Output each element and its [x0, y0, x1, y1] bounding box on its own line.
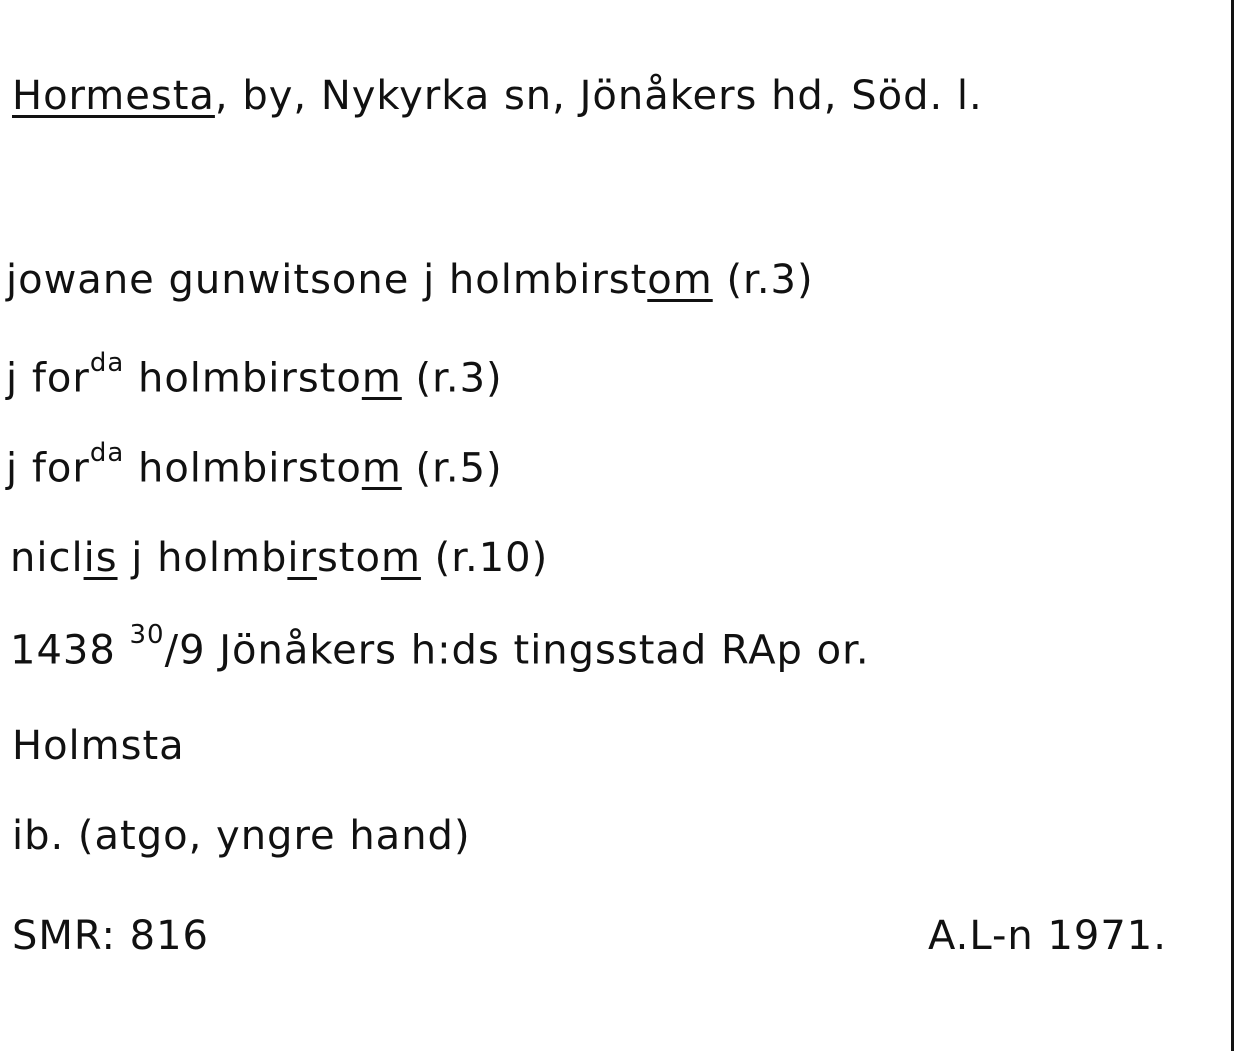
line-4-abbrev-b: ir	[287, 535, 317, 581]
day-superscript: 30	[129, 620, 165, 650]
line-1-text: jowane gunwitsone j holmbirst	[6, 257, 648, 303]
source-line-1	[6, 257, 814, 303]
variant-name: Holmsta	[12, 723, 185, 769]
line-3-text: j for	[6, 445, 90, 492]
source-line-2	[6, 348, 503, 402]
signature: A.L-n 1971.	[928, 913, 1167, 959]
line-1-ref: (r.3)	[712, 257, 814, 303]
line-2-ref: (r.3)	[401, 355, 503, 402]
smr-reference: SMR: 816	[12, 913, 210, 959]
line-4-ref: (r.10)	[420, 535, 549, 581]
line-2-abbrev: m	[361, 355, 402, 402]
variant-note: ib. (atgo, yngre hand)	[12, 813, 471, 859]
source-description: /9 Jönåkers h:ds tingsstad RAp or.	[164, 627, 870, 674]
line-4-place-end: sto	[316, 535, 381, 581]
line-1-abbrev: om	[647, 257, 713, 303]
line-3-superscript: da	[89, 438, 125, 468]
line-2-superscript: da	[89, 348, 125, 378]
source-line-3	[6, 438, 503, 492]
year: 1438	[10, 627, 130, 674]
line-2-place: holmbirsto	[124, 355, 362, 402]
line-4-abbrev-a: is	[83, 535, 118, 581]
line-3-ref: (r.5)	[401, 445, 503, 492]
line-3-place: holmbirsto	[124, 445, 362, 492]
card-edge-line	[1231, 0, 1234, 1051]
source-date-line	[10, 620, 870, 674]
place-description: , by, Nykyrka sn, Jönåkers hd, Söd. l.	[214, 73, 983, 119]
line-4-abbrev-c: m	[380, 535, 421, 581]
line-4-name: nicl	[10, 535, 84, 581]
source-line-4	[10, 535, 549, 581]
line-2-text: j for	[6, 355, 90, 402]
place-name: Hormesta	[12, 73, 215, 119]
card-header	[12, 73, 983, 119]
line-3-abbrev: m	[361, 445, 402, 492]
line-4-place: j holmb	[117, 535, 288, 581]
